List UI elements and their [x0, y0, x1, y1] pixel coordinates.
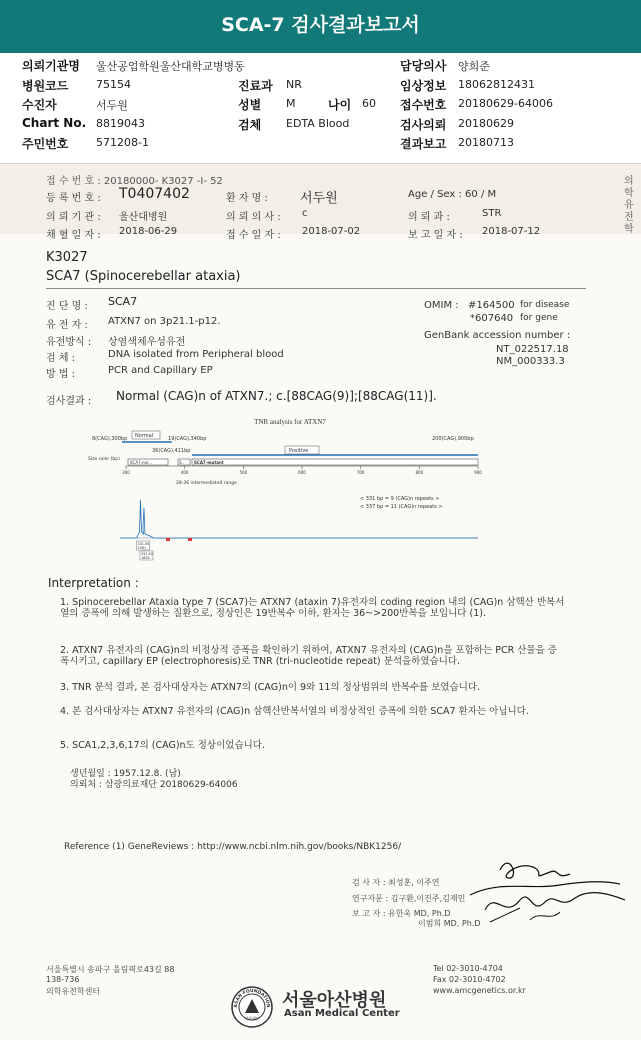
x-tick-label: 800 [415, 470, 424, 475]
x-tick-label: 300 [122, 470, 130, 475]
peak-label: 337.40 [140, 552, 153, 556]
value-age: 60 [362, 97, 376, 110]
address-line3: 의학유전학센터 [46, 987, 101, 996]
value-receipt-no: 20180629-64006 [458, 97, 553, 110]
x-tick-label: 400 [180, 470, 189, 475]
reference: Reference (1) GeneReviews : http://www.ncbi.nlm.nih.gov/books/NBK1256/ [64, 842, 402, 852]
omim-disease: #164500 [468, 300, 515, 311]
age-sex: Age / Sex : 60 / M [408, 189, 497, 200]
report-date: 2018-07-12 [482, 226, 541, 237]
birth-date: 생년월일 : 1957.12.8. (남) [70, 769, 181, 779]
interp-p2: 2. ATXN7 유전자의 (CAG)n의 비정상적 증폭을 확인하기 위하여, ATXN7 유전자의 (CAG)n을 포함하는 PCR 산물을 증폭시키고, capillary EP (electrophoresis)로 TNR (tri-nucleotide repeat) 분석을하였습니다. [60, 645, 557, 667]
gene-value: ATXN7 on 3p21.1-p12. [108, 316, 221, 327]
value-report-date: 20180713 [458, 136, 514, 149]
label-specimen: 검체 [238, 118, 262, 132]
signature [460, 850, 630, 930]
value-patient: 서두원 [96, 99, 128, 112]
doctor-value: c [302, 208, 308, 219]
inherit-label: 유전방식 : [46, 337, 92, 348]
ruler-label: Size ruler (bp) [88, 457, 120, 462]
svg-text:ASAN FOUNDATION: ASAN FOUNDATION [233, 988, 271, 1008]
inst-value: 울산대병원 [119, 212, 168, 223]
specimen-label: 검 체 : [46, 353, 76, 364]
hospital-name-en: Asan Medical Center [284, 1008, 400, 1019]
label-patient: 수진자 [22, 98, 57, 112]
side-dept-text: 의 학 유 전 학 [624, 176, 634, 235]
omim-gene-for: for gene [520, 313, 558, 323]
result-value: Normal (CAG)n of ATXN7.; c.[88CAG(9)];[88CAG(11)]. [116, 389, 437, 403]
peak-sublabel: 1981 [137, 546, 147, 550]
report-title: SCA-7 검사결과보고서 [0, 0, 641, 50]
omim-disease-for: for disease [520, 300, 570, 310]
tnr-chart [80, 410, 500, 570]
label-physician: 담당의사 [400, 59, 447, 73]
value-physician: 양희준 [458, 60, 490, 73]
ruler-box-normal-label: SCA7-nor... [130, 460, 153, 465]
red-marker-2 [188, 538, 192, 541]
intermediate-label: 28-36 intermediated range [176, 481, 237, 486]
divider [46, 288, 586, 289]
result-label: 검사결과 : [46, 396, 92, 407]
peak-label: 331.50 [137, 542, 150, 546]
test-code: K3027 [46, 250, 88, 265]
dx-label: 진 단 명 : [46, 301, 88, 312]
reg-no: T0407402 [119, 186, 190, 202]
genbank-label: GenBank accession number : [424, 330, 571, 341]
label-report-date: 결과보고 [400, 137, 447, 151]
ruler-box-mutant-label: SCA7-mutant [194, 460, 224, 465]
legend-normal-low: 8(CAG),300bp [92, 436, 128, 442]
test-name: SCA7 (Spinocerebellar ataxia) [46, 269, 241, 284]
red-marker-1 [166, 538, 170, 541]
value-institution: 울산공업학원울산대학교병병동 [96, 60, 245, 73]
label-resident-no: 주민번호 [22, 137, 69, 151]
receipt-line: 접 수 번 호 : 20180000- K3027 -I- 52 [46, 176, 223, 187]
method-value: PCR and Capillary EP [108, 365, 213, 376]
dept-label: 의 뢰 과 : [408, 212, 450, 223]
label-institution: 의뢰기관명 [22, 59, 80, 73]
signer-reporter-2: 이범희 MD, Ph.D [418, 919, 481, 928]
reg-no-label: 등 록 번 호 : [46, 193, 101, 204]
fax: Fax 02-3010-4702 [433, 975, 506, 984]
x-tick-label: 600 [298, 470, 306, 475]
address-line1: 서울특별시 송파구 올림픽로43길 88 [46, 965, 175, 974]
interp-p3: 3. TNR 분석 결과, 본 검사대상자는 ATXN7의 (CAG)n이 9와 11의 정상범위의 반복수를 보였습니다. [60, 682, 481, 693]
doctor-label: 의 뢰 의 사 : [226, 212, 281, 223]
omim-gene: *607640 [470, 313, 514, 324]
signer-reporter: 보 고 자 : 유한욱 MD, Ph.D [352, 909, 451, 918]
label-age: 나이 [328, 98, 352, 112]
dept-value: STR [482, 208, 502, 219]
value-hospital-code: 75154 [96, 78, 131, 91]
x-tick-label: 500 [239, 470, 248, 475]
receive-label: 접 수 일 자 : [226, 230, 281, 241]
genbank-1: NT_022517.18 [496, 344, 569, 355]
report-label: 보 고 일 자 : [408, 230, 463, 241]
legend-positive-low: 36(CAG),411bp [152, 448, 191, 454]
patient-label: 환 자 명 : [226, 193, 268, 204]
value-sex: M [286, 97, 296, 110]
inst-label: 의 뢰 기 관 : [46, 212, 101, 223]
interp-p1: 1. Spinocerebellar Ataxia type 7 (SCA7)는 ATXN7 (ataxin 7)유전자의 coding region 내의 (CAG)n 삼핵산 반복서열의 증폭에 의해 발생하는 질환으로, 정상인은 19반복수 이하, 환자는 36~>200반복을 보입니다 (1). [60, 597, 565, 619]
address-line2: 138-736 [46, 975, 80, 984]
x-tick-label: 700 [356, 470, 365, 475]
signer-advisors: 연구자문 : 김구환,이진주,김재민 [352, 894, 466, 903]
value-clinical-info: 18062812431 [458, 78, 535, 91]
genbank-2: NM_000333.3 [496, 356, 565, 367]
omim-label: OMIM : [424, 300, 459, 311]
value-chart-no: 8819043 [96, 117, 145, 130]
label-sex: 성별 [238, 98, 262, 112]
patient-name: 서두원 [300, 191, 338, 206]
label-hospital-code: 병원코드 [22, 79, 69, 93]
ruler-box-s-label: S.. [179, 460, 185, 465]
legend-positive-high: 200(CAG),900bp [432, 436, 474, 442]
interpretation-title: Interpretation : [48, 576, 139, 590]
value-request-date: 20180629 [458, 117, 514, 130]
value-specimen: EDTA Blood [286, 117, 350, 130]
hospital-name-kr: 서울아산병원 [282, 990, 387, 1011]
tel: Tel 02-3010-4704 [433, 964, 503, 973]
label-request-date: 검사의뢰 [400, 118, 447, 132]
legend-positive: Positive [289, 448, 309, 454]
interp-p4: 4. 본 검사대상자는 ATXN7 유전자의 (CAG)n 삼핵산반복서열의 비정상적인 증폭에 의한 SCA7 환자는 아닙니다. [60, 706, 529, 717]
label-department: 진료과 [238, 79, 273, 93]
interp-p5: 5. SCA1,2,3,6,17의 (CAG)n도 정상이었습니다. [60, 740, 266, 751]
receive-date: 2018-07-02 [302, 226, 361, 237]
value-department: NR [286, 78, 302, 91]
value-resident-no: 571208-1 [96, 136, 149, 149]
chart-title: TNR analysis for ATXN7 [254, 418, 326, 426]
specimen-value: DNA isolated from Peripheral blood [108, 349, 284, 360]
collect-label: 채 혈 일 자 : [46, 230, 101, 241]
method-label: 방 법 : [46, 369, 76, 380]
svg-text:아산재단: 아산재단 [244, 1016, 260, 1021]
dx-value: SCA7 [108, 295, 138, 308]
label-chart-no: Chart No. [22, 116, 87, 130]
legend-normal: Normal [135, 433, 154, 439]
website: www.amcgenetics.or.kr [433, 986, 526, 995]
repeat-2: < 337 bp = 11 (CAG)n repeats > [360, 504, 443, 510]
legend-normal-high: 19(CAG),340bp [168, 436, 207, 442]
peak-sublabel: 1828 [140, 556, 150, 560]
repeat-1: < 331 bp = 9 (CAG)n repeats > [360, 496, 440, 502]
ruler-box-mutant [192, 459, 478, 465]
label-receipt-no: 접수번호 [400, 98, 447, 112]
referral: 의뢰처 : 삼광의료재단 20180629-64006 [70, 780, 238, 790]
x-tick-label: 900 [474, 470, 482, 475]
signer-tester: 검 사 자 : 최성훈, 이주연 [352, 878, 440, 887]
gene-label: 유 전 자 : [46, 320, 88, 331]
label-clinical-info: 임상정보 [400, 79, 447, 93]
asan-logo-icon [230, 985, 274, 1029]
inherit-value: 상염색체우성유전 [108, 337, 186, 348]
collect-date: 2018-06-29 [119, 226, 178, 237]
